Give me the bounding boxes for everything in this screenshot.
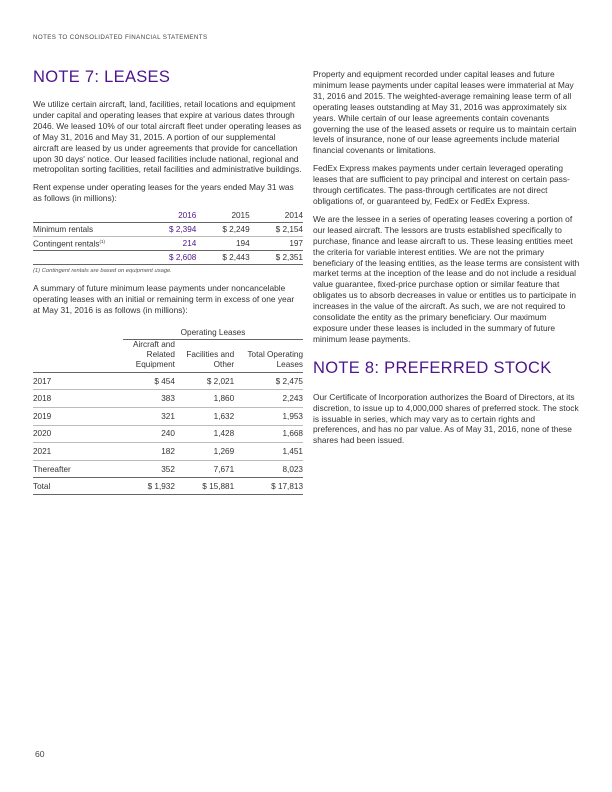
rent-row-label	[33, 251, 143, 265]
note7-paragraph-4: Property and equipment recorded under capital leases and future minimum lease payments under capital leases were immaterial at May 31, 2016 and 2015. The weighted-average remaining lease term of all operating leases outstanding at May 31, 2016 was approximately six years. While certain of our lease agreements contain covenants governing the use of the leased assets or require us to maintain certain levels of insurance, none of our lease agreements include material financial covenants or limitations.	[313, 69, 577, 156]
note7-title: NOTE 7: LEASES	[33, 68, 171, 86]
row-year: Total	[33, 478, 123, 495]
rent-row-total	[33, 251, 303, 265]
cell-aircraft: 352	[123, 460, 175, 478]
rent-expense-table	[33, 209, 303, 265]
cell-total: 8,023	[234, 460, 303, 478]
cell-total: $ 2,475	[234, 372, 303, 390]
note7-paragraph-5: FedEx Express makes payments under certain leveraged operating leases that are sufficient to pay principal and interest on certain pass-through certificates. The pass-through certificates are not direct obligations of, or guaranteed by, FedEx or FedEx Express.	[313, 163, 570, 206]
rent-value: $ 2,443	[196, 251, 249, 265]
header-line: Related	[146, 349, 175, 359]
note8-paragraph-1: Our Certificate of Incorporation authorizes the Board of Directors, at its discretion, to issue up to 4,000,000 shares of preferred stock. The stock is issuable in series, which may vary as to certain rights and preferences, and has no par value. As of May 31, 2016, none of these shares had been issued.	[313, 391, 579, 446]
table-row	[33, 390, 303, 408]
col-total-header	[234, 339, 303, 372]
lease-table-group-header	[33, 326, 303, 340]
rent-value: $ 2,249	[196, 223, 249, 237]
cell-aircraft: $ 454	[123, 372, 175, 390]
cell-aircraft: 240	[123, 425, 175, 443]
rent-row-minimum	[33, 223, 303, 237]
cell-facilities: 1,860	[175, 390, 234, 408]
row-year: 2019	[33, 408, 123, 426]
table-row	[33, 372, 303, 390]
note7-paragraph-1: We utilize certain aircraft, land, facilities, retail locations and equipment under capital and operating leases that expire at various dates through 2046. We leased 10% of our total aircraft fleet under operating leases as of May 31, 2016 and May 31, 2015. A portion of our supplemental aircraft are leased by us under agreements that provide for cancellation upon 30 days' notice. Our leased facilities include national, regional and metropolitan sorting facilities, retail facilities and administrative buildings.	[33, 99, 302, 175]
row-year: 2017	[33, 372, 123, 390]
cell-facilities: 1,632	[175, 408, 234, 426]
header-line: Leases	[276, 359, 303, 369]
lease-table-column-headers	[33, 339, 303, 372]
future-lease-payments-table	[33, 326, 303, 496]
cell-facilities: 1,269	[175, 443, 234, 461]
rent-row-label	[33, 237, 143, 251]
row-year: 2018	[33, 390, 123, 408]
rent-table-header	[33, 209, 303, 223]
header-line: Facilities and	[186, 349, 235, 359]
note7-paragraph-2: Rent expense under operating leases for the years ended May 31 was as follows (in millions):	[33, 182, 294, 204]
note7-paragraph-6: We are the lessee in a series of operating leases covering a portion of our leased aircraft. The lessors are trusts established specifically to purchase, finance and lease aircraft to us. These leasing entities meet the criteria for variable interest entities. We are not the primary beneficiary of the leasing entities, as the lease terms are consistent with market terms at the inception of the lease and do not include a residual value guarantee, fixed-price purchase option or similar feature that obligates us to absorb decreases in value or entitles us to participate in increases in the value of the aircraft. As such, we are not required to consolidate the entity as the primary beneficiary. Our maximum exposure under these leases is included in the summary of future minimum lease payments.	[313, 213, 580, 344]
cell-total: 2,243	[234, 390, 303, 408]
left-column	[33, 68, 303, 495]
right-column	[313, 69, 583, 446]
rent-value: $ 2,394	[143, 223, 196, 237]
rent-row-contingent	[33, 237, 303, 251]
rent-value: 194	[196, 237, 249, 251]
table-row	[33, 408, 303, 426]
rent-value: $ 2,351	[250, 251, 303, 265]
note8-title: NOTE 8: PREFERRED STOCK	[313, 358, 552, 377]
cell-facilities: $ 15,881	[175, 478, 234, 495]
page-number: 60	[35, 749, 45, 759]
table-row	[33, 443, 303, 461]
header-line: Other	[213, 359, 235, 369]
table-row	[33, 460, 303, 478]
cell-facilities: 7,671	[175, 460, 234, 478]
cell-total: 1,953	[234, 408, 303, 426]
table-row	[33, 425, 303, 443]
rent-table-footnote: (1) Contingent rentals are based on equipment usage.	[33, 268, 172, 275]
rent-value: $ 2,154	[250, 223, 303, 237]
col-facilities-header	[175, 339, 234, 372]
rent-label-text: Contingent rentals	[33, 239, 100, 249]
header-line: Total Operating	[247, 349, 303, 359]
rent-value: 197	[250, 237, 303, 251]
rent-value: 214	[143, 237, 196, 251]
rent-header-2014: 2014	[250, 209, 303, 223]
table-row-total	[33, 478, 303, 495]
rent-header-2016: 2016	[143, 209, 196, 223]
footnote-marker: (1)	[99, 238, 105, 244]
cell-aircraft: 383	[123, 390, 175, 408]
rent-value: $ 2,608	[143, 251, 196, 265]
running-header: NOTES TO CONSOLIDATED FINANCIAL STATEMENTS	[33, 34, 208, 41]
col-aircraft-header	[123, 339, 175, 372]
row-year: Thereafter	[33, 460, 123, 478]
cell-facilities: $ 2,021	[175, 372, 234, 390]
cell-facilities: 1,428	[175, 425, 234, 443]
header-line: Equipment	[135, 359, 175, 369]
cell-total: $ 17,813	[234, 478, 303, 495]
row-year: 2020	[33, 425, 123, 443]
rent-header-2015: 2015	[196, 209, 249, 223]
note7-paragraph-3: A summary of future minimum lease payments under noncancelable operating leases with an initial or remaining term in excess of one year at May 31, 2016 is as follows (in millions):	[33, 283, 295, 315]
operating-leases-header: Operating Leases	[123, 326, 303, 340]
cell-aircraft: $ 1,932	[123, 478, 175, 495]
header-line: Aircraft and	[133, 339, 175, 349]
cell-total: 1,451	[234, 443, 303, 461]
cell-aircraft: 321	[123, 408, 175, 426]
rent-row-label: Minimum rentals	[33, 223, 143, 237]
cell-total: 1,668	[234, 425, 303, 443]
row-year: 2021	[33, 443, 123, 461]
cell-aircraft: 182	[123, 443, 175, 461]
